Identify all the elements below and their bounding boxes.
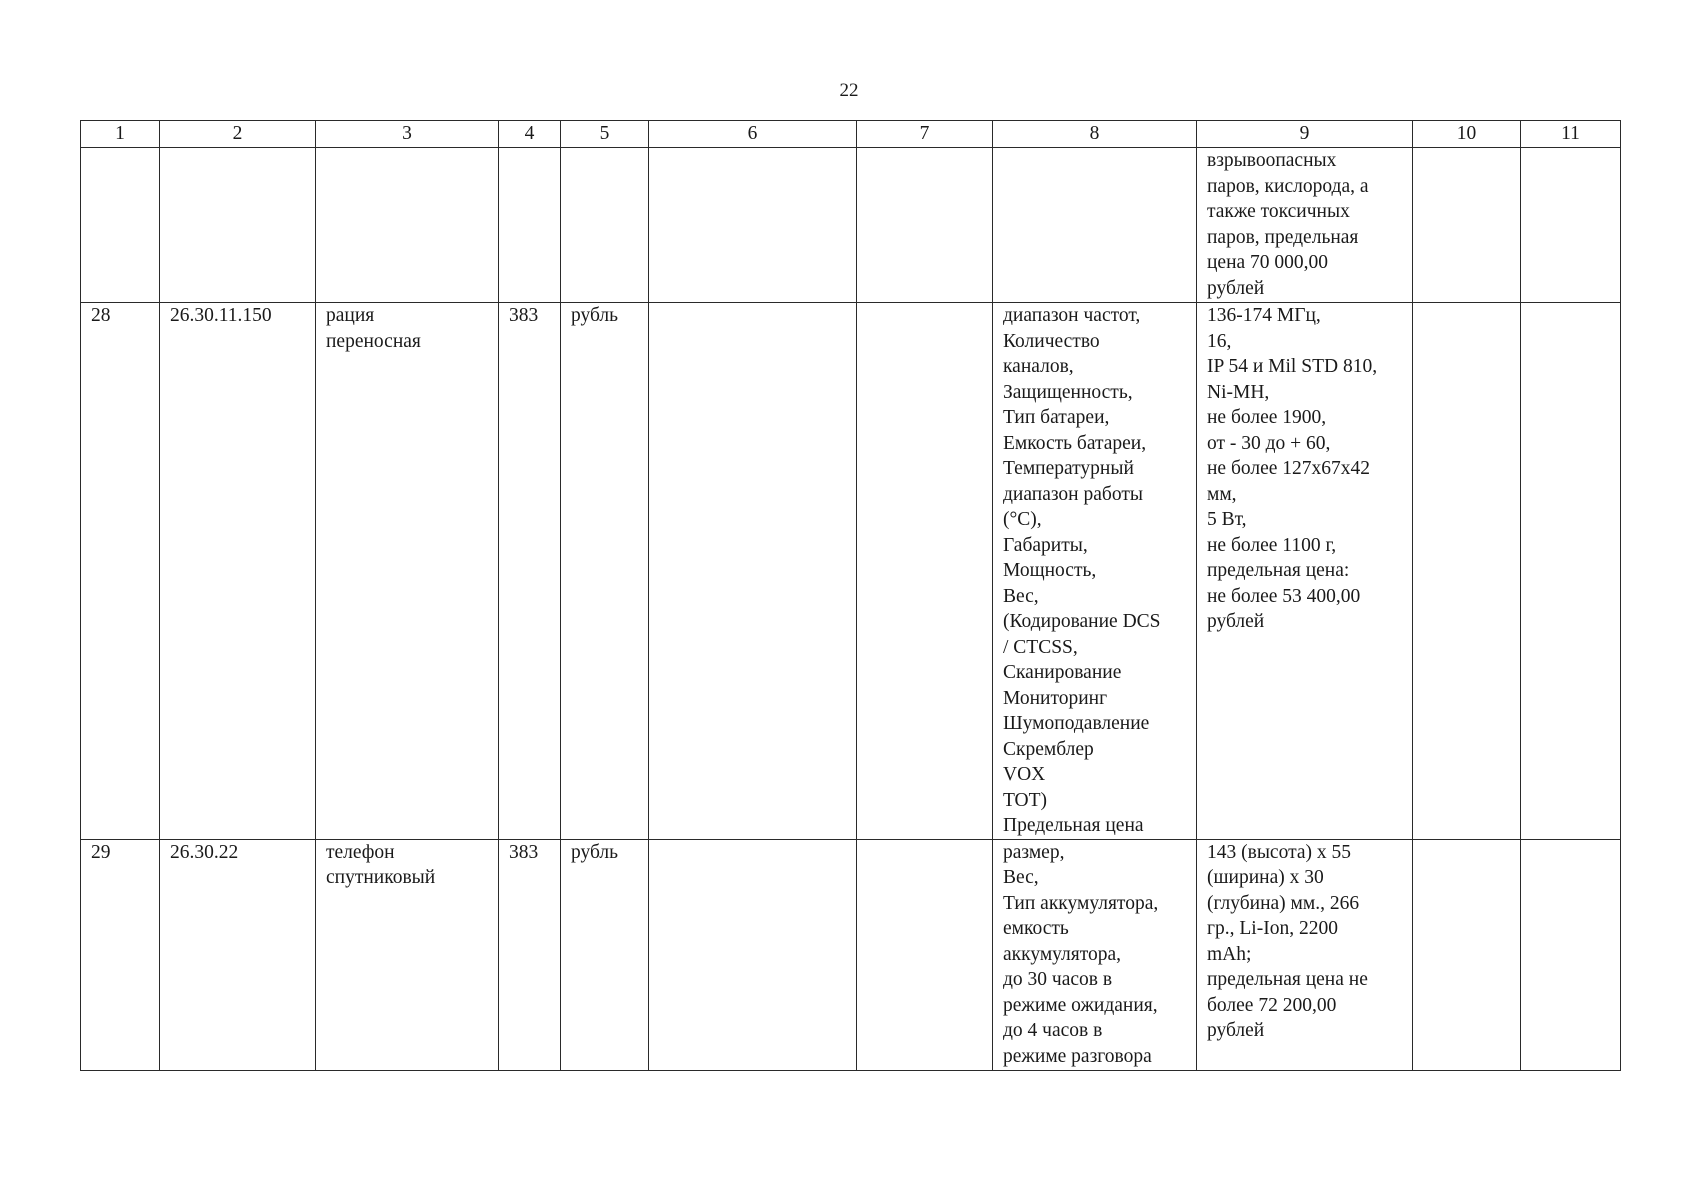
column-header-2: 2 (160, 121, 316, 148)
unit-cell: рубль (561, 839, 649, 1070)
column-header-5: 5 (561, 121, 649, 148)
row-number-cell: 29 (81, 839, 160, 1070)
unit-cell: рубль (561, 303, 649, 840)
unit-code-cell: 383 (499, 839, 561, 1070)
table-cell (499, 148, 561, 303)
column-header-6: 6 (649, 121, 857, 148)
okpd-code-cell: 26.30.11.150 (160, 303, 316, 840)
column-header-10: 10 (1413, 121, 1521, 148)
column-header-11: 11 (1521, 121, 1621, 148)
col10-cell (1413, 839, 1521, 1070)
col7-cell (857, 839, 993, 1070)
table-cell (316, 148, 499, 303)
column-header-8: 8 (993, 121, 1197, 148)
item-name-cell: рация переносная (316, 303, 499, 840)
item-name-cell: телефон спутниковый (316, 839, 499, 1070)
column-header-1: 1 (81, 121, 160, 148)
table-cell (649, 148, 857, 303)
col7-cell (857, 303, 993, 840)
header-row (81, 121, 1621, 148)
values-cell: 136-174 МГц, 16, IP 54 и Mil STD 810, Ni-MH, не более 1900, от - 30 до + 60, не более 127х67х42 мм, 5 Вт, не более 1100 г, предельная цена: не более 53 400,00 рублей (1197, 303, 1413, 840)
column-header-4: 4 (499, 121, 561, 148)
col11-cell (1521, 303, 1621, 840)
unit-code-cell: 383 (499, 303, 561, 840)
table-cell (160, 148, 316, 303)
col10-cell (1413, 303, 1521, 840)
table-cell (993, 148, 1197, 303)
row-number-cell: 28 (81, 303, 160, 840)
table-row (81, 839, 1621, 1070)
table-cell (1521, 148, 1621, 303)
continuation-values-cell: взрывоопасных паров, кислорода, а также токсичных паров, предельная цена 70 000,00 рублей (1197, 148, 1413, 303)
table-row (81, 303, 1621, 840)
column-header-3: 3 (316, 121, 499, 148)
values-cell: 143 (высота) х 55 (ширина) х 30 (глубина) мм., 266 гр., Li-Ion, 2200 mAh; предельная цена не более 72 200,00 рублей (1197, 839, 1413, 1070)
characteristics-cell: диапазон частот, Количество каналов, Защищенность, Тип батареи, Емкость батареи, Температурный диапазон работы (°С), Габариты, Мощность, Вес, (Кодирование DCS / CTCSS, Сканирование Мониторинг Шумоподавление Скремблер VOX TOT) Предельная цена (993, 303, 1197, 840)
okpd-code-cell: 26.30.22 (160, 839, 316, 1070)
specification-table (80, 120, 1621, 1071)
column-header-9: 9 (1197, 121, 1413, 148)
table-cell (1413, 148, 1521, 303)
col6-cell (649, 839, 857, 1070)
table-cell (561, 148, 649, 303)
table-cell (81, 148, 160, 303)
column-header-7: 7 (857, 121, 993, 148)
col6-cell (649, 303, 857, 840)
continuation-row (81, 148, 1621, 303)
col11-cell (1521, 839, 1621, 1070)
characteristics-cell: размер, Вес, Тип аккумулятора, емкость аккумулятора, до 30 часов в режиме ожидания, до 4 часов в режиме разговора (993, 839, 1197, 1070)
table-cell (857, 148, 993, 303)
page-number: 22 (839, 80, 859, 101)
